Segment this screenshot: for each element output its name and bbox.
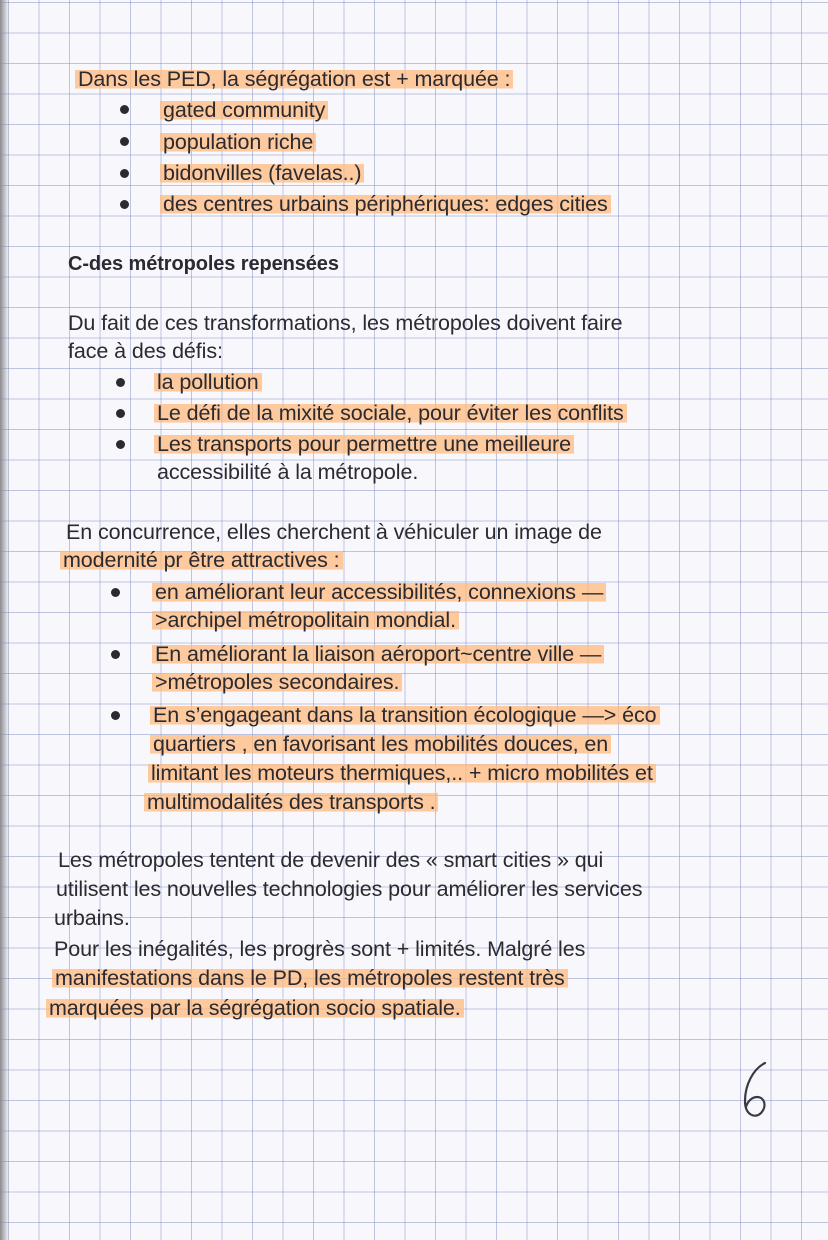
list-item: en améliorant leur accessibilités, connexions —: [152, 579, 606, 605]
intro-text: Dans les PED, la ségrégation est + marquée :: [75, 67, 513, 91]
paragraph-line: Du fait de ces transformations, les métropoles doivent faire: [68, 311, 623, 335]
bullet: [116, 440, 125, 449]
intro-line: [75, 66, 513, 92]
list-item-continuation: quartiers , en favorisant les mobilités douces, en: [150, 731, 611, 757]
list-item: la pollution: [154, 369, 262, 395]
bullet: [120, 105, 129, 114]
paragraph-line: marquées par la ségrégation socio spatiale.: [46, 995, 464, 1021]
paragraph-line: manifestations dans le PD, les métropoles restent très: [52, 965, 568, 991]
list-item: gated community: [160, 97, 328, 123]
bullet: [116, 378, 125, 387]
list-item: population riche: [160, 129, 316, 155]
list-item-continuation: multimodalités des transports .: [144, 789, 438, 815]
paragraph-line: modernité pr être attractives :: [60, 547, 343, 573]
paragraph-line: Pour les inégalités, les progrès sont + limités. Malgré les: [54, 937, 586, 961]
paragraph-line: Les métropoles tentent de devenir des « smart cities » qui: [58, 848, 604, 872]
bullet: [120, 169, 129, 178]
list-item: des centres urbains périphériques: edges cities: [160, 191, 611, 217]
handwritten-page-number: [735, 1055, 775, 1125]
list-item: En améliorant la liaison aéroport~centre ville —: [152, 641, 604, 667]
list-item-continuation: >archipel métropolitain mondial.: [152, 607, 459, 633]
bullet: [111, 588, 120, 597]
list-item-continuation: >métropoles secondaires.: [152, 669, 402, 695]
section-heading: C-des métropoles repensées: [68, 253, 339, 275]
bullet: [111, 650, 120, 659]
list-item: Les transports pour permettre une meilleure: [154, 431, 574, 457]
list-item: bidonvilles (favelas..): [160, 160, 364, 186]
bullet: [116, 409, 125, 418]
paragraph-line: utilisent les nouvelles technologies pour améliorer les services: [56, 877, 643, 901]
paragraph-line: face à des défis:: [68, 339, 223, 363]
bullet: [120, 137, 129, 146]
list-item: En s’engageant dans la transition écologique —> éco: [150, 702, 660, 728]
list-item: Le défi de la mixité sociale, pour éviter les conflits: [154, 400, 627, 426]
paragraph-line: En concurrence, elles cherchent à véhiculer un image de: [66, 520, 602, 544]
bullet: [111, 711, 120, 720]
page-edge-shadow: [0, 0, 9, 1240]
list-item-continuation: limitant les moteurs thermiques,.. + micro mobilités et: [148, 760, 656, 786]
paragraph-line: urbains.: [54, 906, 130, 930]
bullet: [120, 200, 129, 209]
list-item-continuation: accessibilité à la métropole.: [157, 460, 419, 484]
